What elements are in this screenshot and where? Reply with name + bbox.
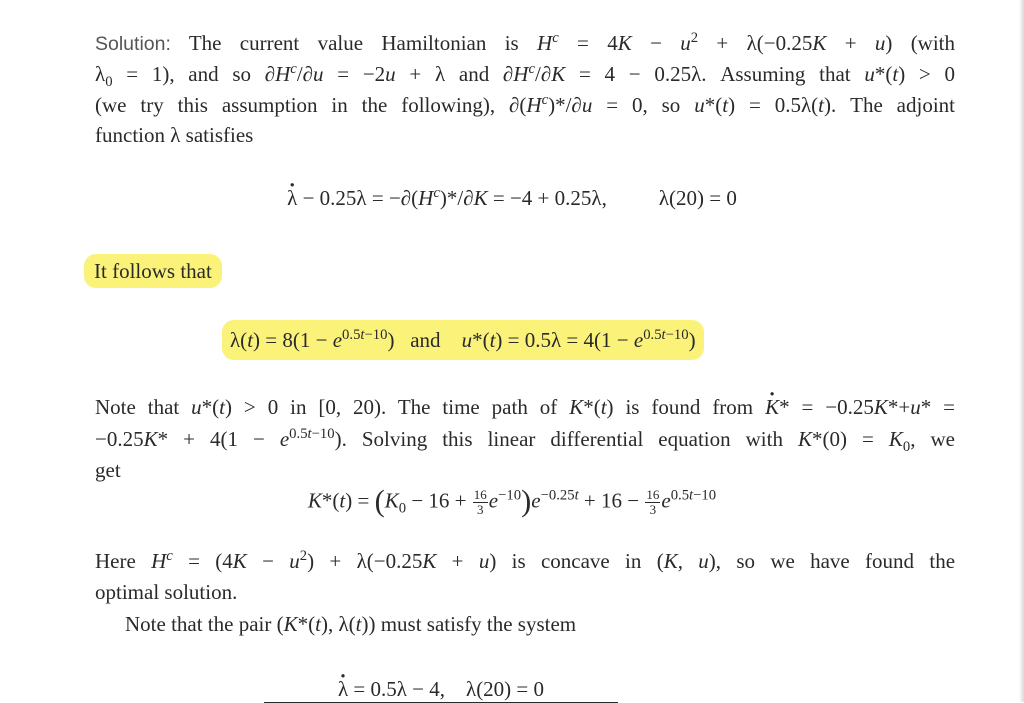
solution-paragraph-line-2: $\lambda_0 = 1$), and so $\partial H^c/\partial u = -2u + \lambda$ and $\partial H^c/\partial K = 4 - 0.25\lambda$. Assuming that u*(t) > 0 [95,61,955,91]
adjoint-equation: λ · − $0.25\lambda = -\partial(H^c)*/\partial K = -4 + 0.25\lambda$, λ(20) = 0 [0,186,1024,211]
note-paragraph-line-3: get [95,458,121,482]
it-follows-text: It follows that [94,259,212,283]
concavity-paragraph: Here $H^c = (4K - u^2) + \lambda(-0.25K + u)$ is concave in (K, u), so we have found the [95,548,956,573]
solution-paragraph: Solution: The current value Hamiltonian is $H^c = 4K - u^2 + \lambda(-0.25K + u)$ (with [95,30,956,55]
system-equation: λ · = 0.5λ − 4, λ(20) = 0 [264,676,618,703]
solution-label: Solution: [95,33,171,55]
note-paragraph: Note that u*(t) > 0 in [0, 20). The time path of K*(t) is found from K ·* = −0.25K*+u* = [95,392,955,423]
lambda-u-equation: $\lambda(t) = 8(1 - e^{0.5t-10})$ and $u*(t) = 0.5\lambda = 4(1 - e^{0.5t-10})$ [222,320,704,360]
it-follows-highlight [84,254,222,288]
system-paragraph: Note that the pair (K*(t), λ(t)) must satisfy the system [125,612,577,636]
page-edge-shadow [1019,0,1024,702]
solution-paragraph-line-4: function λ satisfies [95,123,254,147]
solution-paragraph-line-3: (we try this assumption in the following), $\partial(H^c)*/\partial u = 0$, so u*(t) = 0.5λ(t). The adjoint [95,92,956,117]
concavity-paragraph-line-2: optimal solution. [95,580,238,604]
note-paragraph-line-2: $-0.25K* + 4(1 - e^{0.5t-10})$. Solving this linear differential equation with $K*(0) = K_0$, we [95,426,955,456]
k-solution-equation: $K*(t) = (K_0 - 16$ + $\frac{16}{3}$ $e^{-10})e^{-0.25t} + 16$ − $\frac{16}{3}$ $e^{0.5t-10}$ [307,484,717,518]
